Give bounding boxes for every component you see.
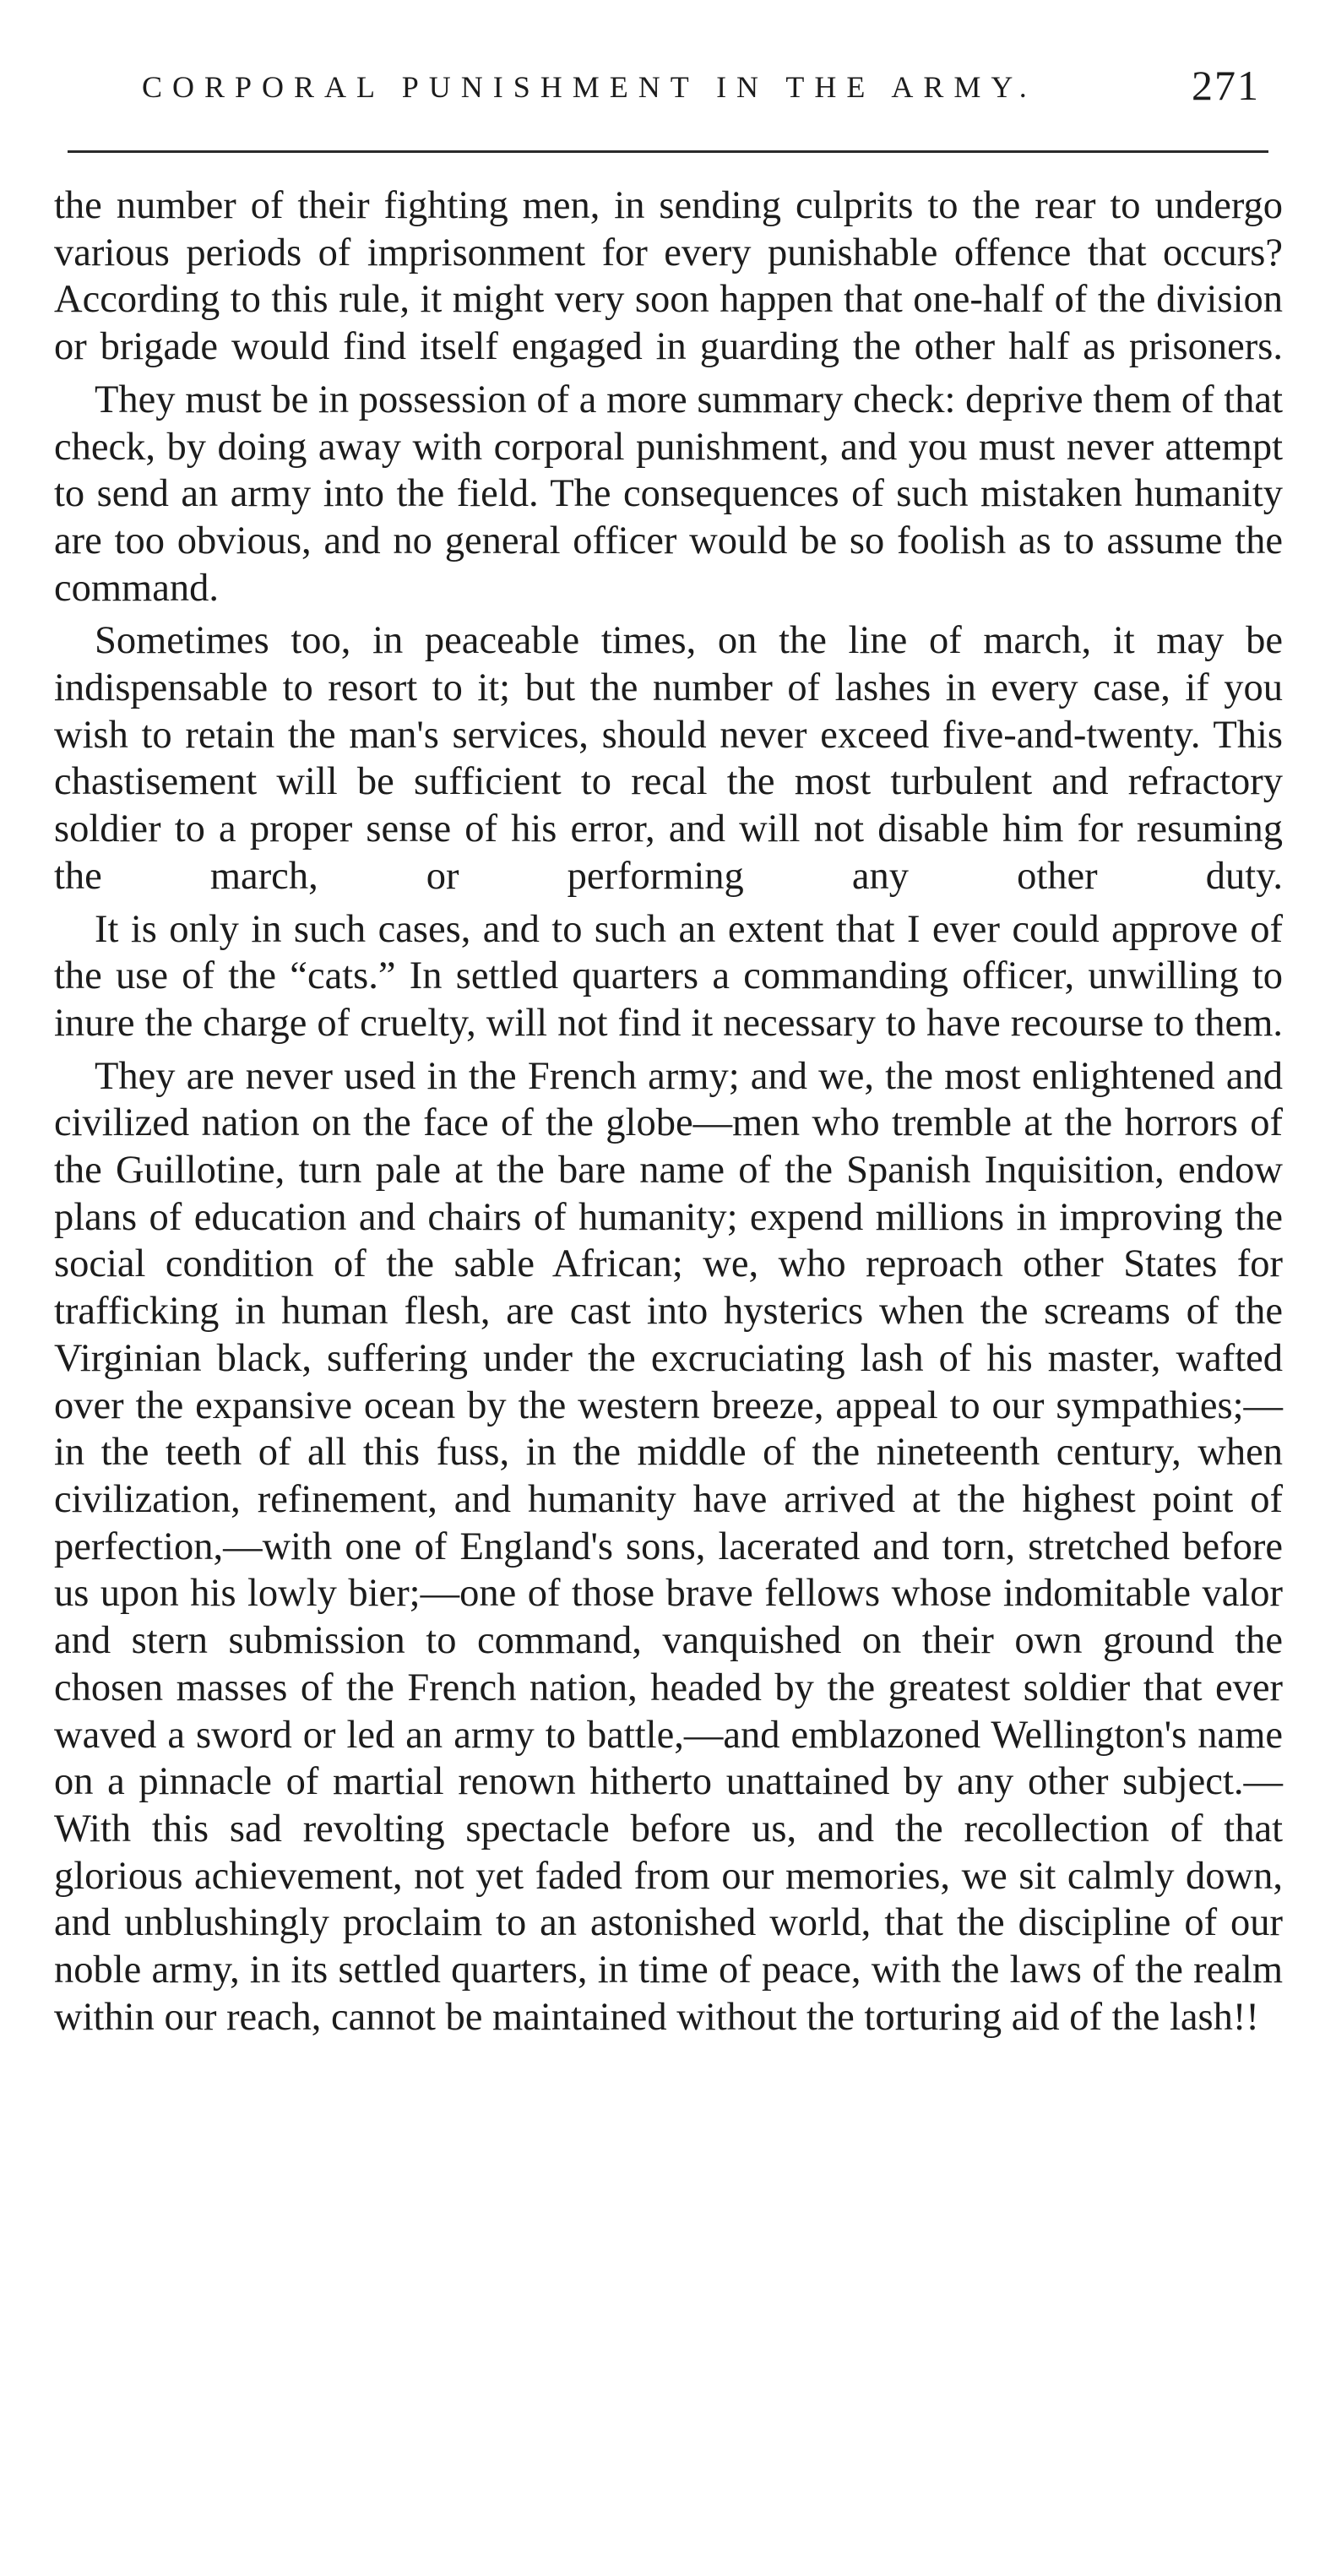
paragraph-1: the number of their fighting men, in sending culprits to the rear to undergo various periods of imprisonment for every punishable offence that occurs? According to this rule, it might very soon happen that one-half of the division or brigade would find itself engaged in guarding the other half as prisoners. — [54, 184, 1283, 369]
paragraph-5: They are never used in the French army; and we, the most enlightened and civilized nation on the face of the globe—men who tremble at the horrors of the Guillotine, turn pale at the bare name of the Spanish Inquisition, endow plans of education and chairs of humanity; expend millions in improving the social condition of the sable African; we, who reproach other States for trafficking in human flesh, are cast into hysterics when the screams of the Virginian black, suffering under the excruciating lash of his master, wafted over the expansive ocean by the western breeze, appeal to our sympathies;—in the teeth of all this fuss, in the middle of the nineteenth century, when civilization, refinement, and humanity have arrived at the highest point of perfection,—with one of England's sons, lacerated and torn, stretched before us upon his lowly bier;—one of those brave fellows whose indomitable valor and stern submission to command, vanquished on their own ground the chosen masses of the French nation, headed by the greatest soldier that ever waved a sword or led an army to battle,—and emblazoned Wellington's name on a pinnacle of martial renown hitherto unattained by any other subject.—With this sad revolting spectacle before us, and the recollection of that glorious achievement, not yet faded from our memories, we sit calmly down, and unblushingly proclaim to an astonished world, that the discipline of our noble army, in its settled quarters, in time of peace, with the laws of the realm within our reach, cannot be maintained without the torturing aid of the lash!! — [54, 1054, 1283, 2039]
header-rule — [68, 150, 1268, 153]
running-head — [142, 61, 1260, 128]
body-text — [54, 182, 1283, 2046]
page-number: 271 — [1192, 62, 1260, 109]
paragraph-4: It is only in such cases, and to such an extent that I ever could approve of the use of the “cats.” In settled quarters a commanding officer, unwilling to inure the charge of cruelty, will not find it necessary to have recourse to them. — [54, 907, 1283, 1045]
paragraph-2: They must be in possession of a more summary check: deprive them of that check, by doing away with corporal punishment, and you must never attempt to send an army into the field. The consequences of such mistaken humanity are too obvious, and no general officer would be so foolish as to assume the command. — [54, 378, 1283, 610]
running-title: CORPORAL PUNISHMENT IN THE ARMY. — [142, 70, 1037, 104]
paragraph-3: Sometimes too, in peaceable times, on the line of march, it may be indispensable to resort to it; but the number of lashes in every case, if you wish to retain the man's services, should never exceed five-and-twenty. This chastisement will be sufficient to recal the most turbulent and refractory soldier to a proper sense of his error, and will not disable him for resuming the march, or performing any other duty. — [54, 619, 1283, 898]
